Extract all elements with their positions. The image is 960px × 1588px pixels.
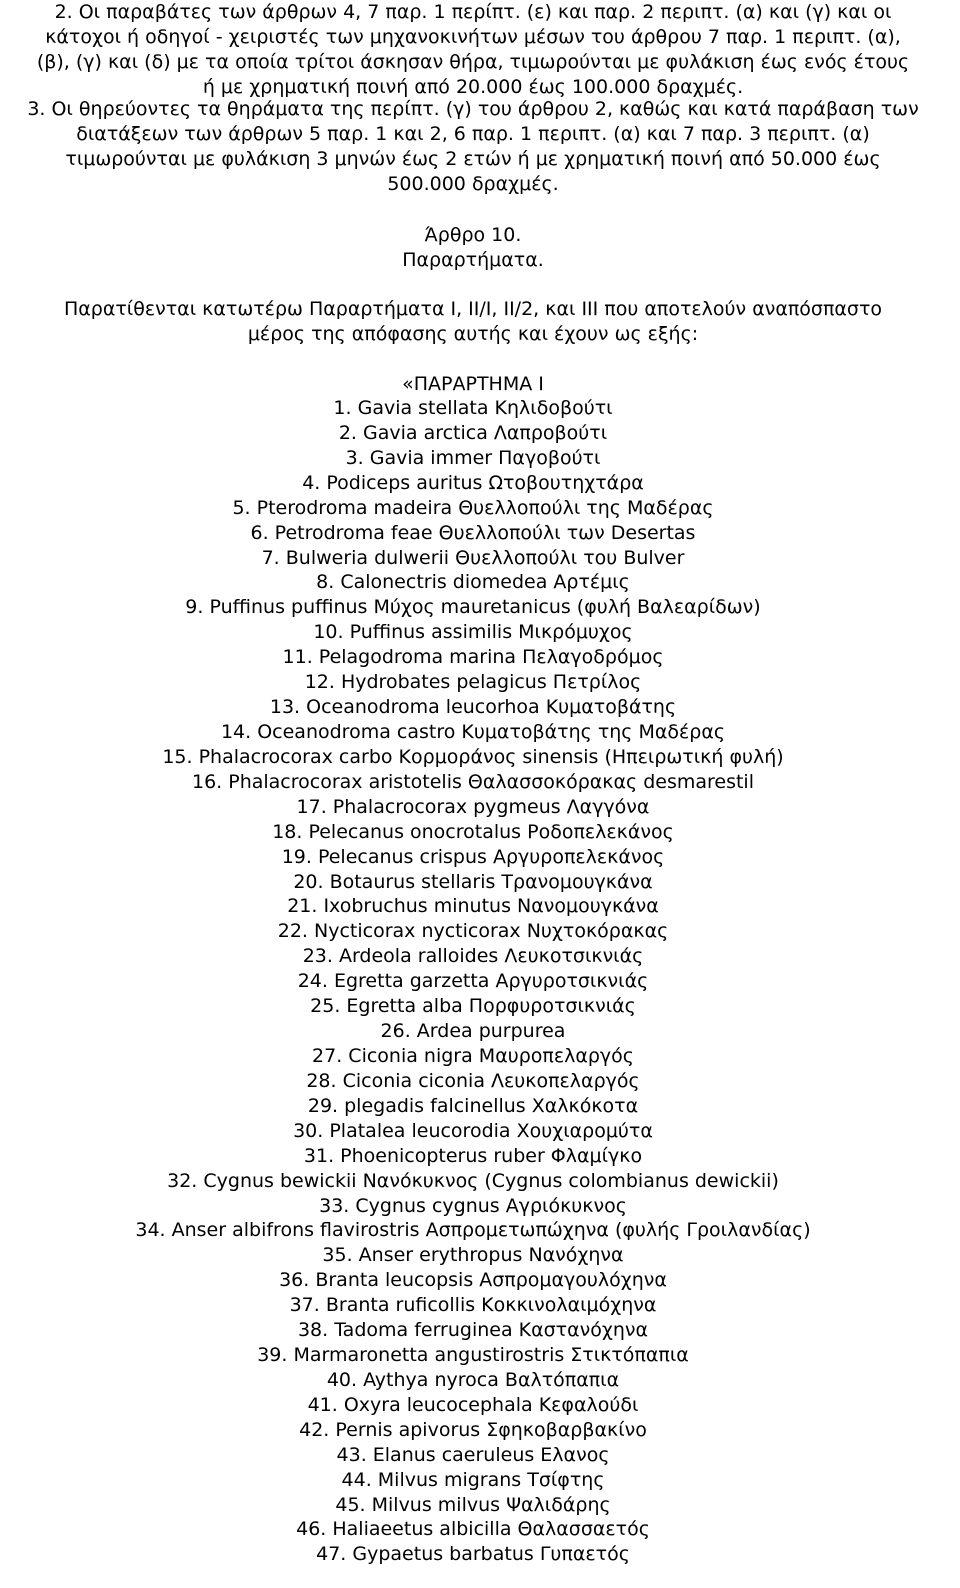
species-list-item: 16. Phalacrocorax aristotelis Θαλασσοκόρακας desmarestil [191, 770, 754, 793]
species-list-item: 40. Aythya nyroca Βαλτόπαπια [326, 1368, 620, 1391]
species-list-item: 37. Branta ruficollis Κοκκινολαιμόχηνα [289, 1294, 657, 1317]
species-list-item: 9. Puffinus puffinus Μύχος mauretanicus (φυλή Βαλεαρίδων) [185, 596, 761, 619]
species-list-item: 2. Gavia arctica Λαπροβούτι [338, 421, 608, 444]
species-list-item: 27. Ciconia nigra Μαυροπελαργός [312, 1044, 634, 1067]
species-list-item: 21. Ixobruchus minutus Νανομουγκάνα [287, 895, 659, 918]
species-list-item: 4. Podiceps auritus Ωτοβουτηχτάρα [302, 471, 644, 494]
species-list-item: 41. Oxyra leucocephala Κεφαλούδι [307, 1393, 639, 1416]
species-list-item: 10. Puffinus assimilis Μικρόμυχος [313, 621, 633, 644]
species-list-item: 26. Ardea purpurea [380, 1020, 566, 1043]
species-list-item: 35. Anser erythropus Νανόχηνα [322, 1244, 624, 1267]
species-list-item: 22. Nycticorax nycticorax Νυχτοκόρακας [277, 920, 669, 943]
species-list-item: 18. Pelecanus onocrotalus Ροδοπελεκάνος [272, 820, 674, 843]
species-list-item: 1. Gavia stellata Κηλιδοβούτι [333, 397, 613, 419]
species-list-item: 45. Milvus milvus Ψαλιδάρης [335, 1493, 611, 1516]
annex-title: «ΠΑΡΑΡΤΗΜΑ Ι [402, 373, 544, 395]
article-title: Παραρτήματα. [402, 249, 544, 271]
species-list-item: 42. Pernis apivorus Σφηκοβαρβακίνο [299, 1418, 647, 1441]
species-list-item: 14. Oceanodroma castro Κυματοβάτης της Μαδέρας [220, 720, 726, 743]
species-list-item: 6. Petrodroma feae Θυελλοπούλι των Desertas [250, 521, 696, 544]
species-list-item: 38. Tadoma ferruginea Καστανόχηνα [297, 1319, 649, 1342]
species-list-item: 44. Milvus migrans Τσίφτης [341, 1468, 605, 1491]
species-list-item: 33. Cygnus cygnus Αγριόκυκνος [319, 1194, 627, 1217]
paragraph-2: 2. Οι παραβάτες των άρθρων 4, 7 παρ. 1 περίπτ. (ε) και παρ. 2 περιπτ. (α) και (γ) και οι κάτοχοι ή οδηγοί - χειριστές των μηχανοκινήτων μέσων του άρθρου 7 παρ. 1 περιπτ. (α), (β), (γ) και (δ) με τα οποία τρίτοι άσκησαν θήρα, τιμωρούνται με φυλάκιση έως ενός έτους ή με χρηματική ποινή από 20.000 έως 100.000 δραχμές. [36, 1, 910, 98]
species-list-item: 20. Botaurus stellaris Τρανομουγκάνα [293, 870, 653, 893]
species-list-item: 28. Ciconia ciconia Λευκοπελαργός [306, 1069, 640, 1092]
species-list-item: 13. Oceanodroma leucorhoa Κυματοβάτης [269, 696, 677, 719]
species-list-item: 47. Gypaetus barbatus Γυπαετός [316, 1543, 630, 1566]
species-list-item: 30. Platalea leucorodia Χουχιαρομύτα [293, 1119, 653, 1142]
species-list-item: 46. Haliaeetus albicilla Θαλασσαετός [296, 1518, 650, 1541]
species-list-item: 19. Pelecanus crispus Αργυροπελεκάνος [281, 845, 665, 868]
intro-paragraph: Παρατίθενται κατωτέρω Παραρτήματα Ι, ΙΙ/Ι, ΙΙ/2, και ΙΙΙ που αποτελούν αναπόσπαστο μέρος της απόφασης αυτής και έχουν ως εξής: [63, 298, 883, 345]
species-list-item: 31. Phoenicopterus ruber Φλαμίγκο [303, 1144, 643, 1167]
paragraph-3: 3. Οι θηρεύοντες τα θηράματα της περίπτ. (γ) του άρθρου 2, καθώς και κατά παράβαση των διατάξεων των άρθρων 5 παρ. 1 και 2, 6 παρ. 1 περιπτ. (α) και 7 παρ. 3 περιπτ. (α) τιμωρούνται με φυλάκιση 3 μηνών έως 2 ετών ή με χρηματική ποινή από 50.000 έως 500.000 δραχμές. [27, 98, 919, 195]
species-list-item: 7. Bulweria dulwerii Θυελλοπούλι του Bulver [261, 546, 685, 569]
species-list-item: 8. Calonectris diomedea Αρτέμις [316, 571, 630, 594]
species-list-item: 23. Ardeola ralloides Λευκοτσικνιάς [302, 945, 644, 968]
species-list-item: 3. Gavia immer Παγοβούτι [345, 446, 601, 469]
species-list-item: 24. Egretta garzetta Αργυροτσικνιάς [297, 970, 649, 993]
species-list-item: 25. Egretta alba Πορφυροτσικνιάς [310, 995, 636, 1018]
species-list [0, 396, 946, 1567]
species-list-item: 39. Marmaronetta angustirostris Στικτόπαπια [257, 1344, 689, 1367]
species-list-item: 15. Phalacrocorax carbo Κορμοράνος sinensis (Ηπειρωτική φυλή) [162, 745, 784, 768]
species-list-item: 17. Phalacrocorax pygmeus Λαγγόνα [296, 795, 650, 818]
species-list-item: 34. Anser albifrons flavirostris Ασπρομετωπώχηνα (φυλής Γροιλανδίας) [135, 1219, 811, 1242]
species-list-item: 11. Pelagodroma marina Πελαγοδρόμος [282, 646, 664, 669]
article-heading: Άρθρο 10. [424, 224, 522, 246]
species-list-item: 36. Branta leucopsis Ασπρομαγουλόχηνα [279, 1269, 667, 1292]
species-list-item: 5. Pterodroma madeira Θυελλοπούλι της Μαδέρας [232, 496, 714, 519]
species-list-item: 32. Cygnus bewickii Νανόκυκνος (Cygnus colombianus dewickii) [167, 1169, 779, 1192]
species-list-item: 12. Hydrobates pelagicus Πετρίλος [304, 671, 642, 694]
species-list-item: 43. Elanus caeruleus Ελανος [336, 1443, 610, 1466]
species-list-item: 29. plegadis falcinellus Χαλκόκοτα [307, 1094, 639, 1117]
